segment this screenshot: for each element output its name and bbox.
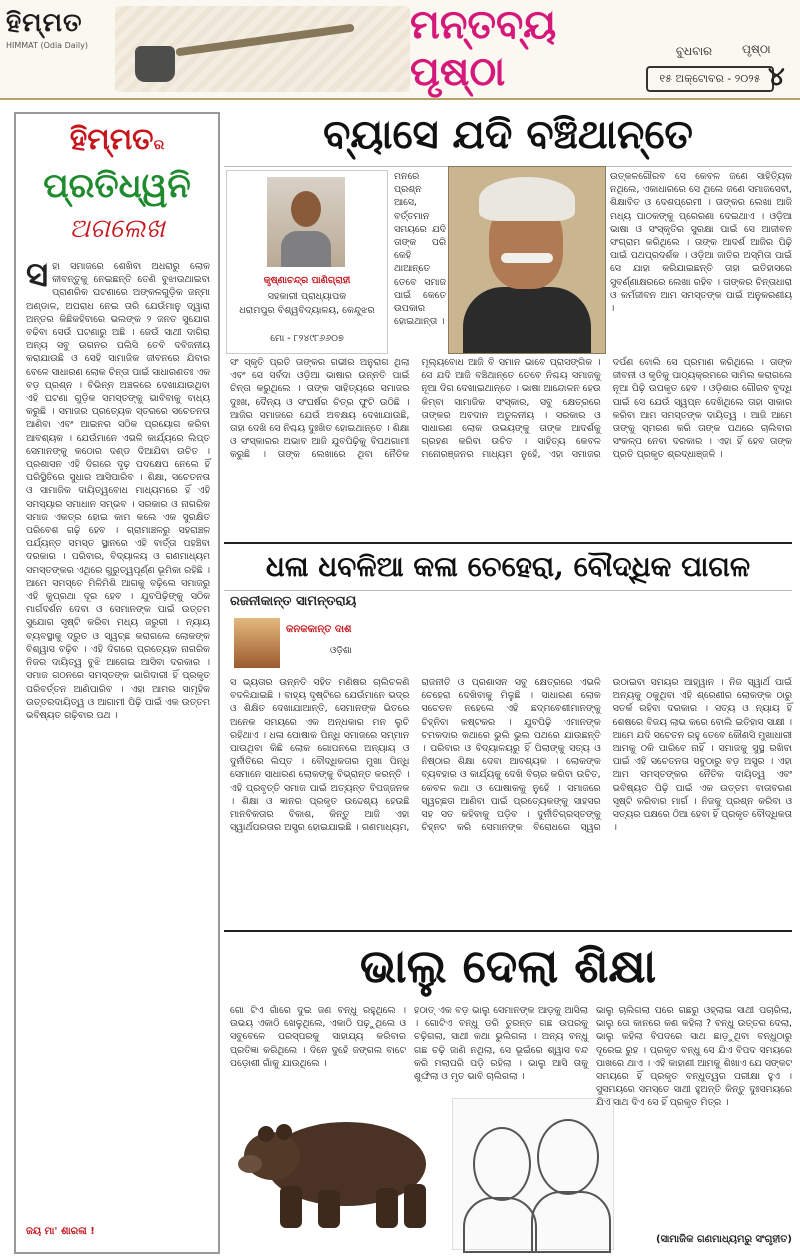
logo-subtitle: HIMMAT (Odia Daily) <box>6 41 88 50</box>
pen-inkwell-illustration <box>115 6 410 92</box>
editorial-column <box>14 112 220 1254</box>
portrait-photo <box>448 166 606 354</box>
article2-author: ରଜନୀକାନ୍ତ ସାମନ୍ତରାୟ <box>230 594 357 609</box>
newspaper-logo <box>6 8 110 92</box>
brand-himmat-text: ହିମ୍ମତ <box>69 122 154 157</box>
author-name: କୃଷ୍ଣାଚନ୍ଦ୍ର ପାଣିଗ୍ରାହୀ <box>263 275 351 286</box>
portrait-hair <box>479 177 575 221</box>
inkwell-icon <box>135 46 175 82</box>
article3-col2: ହଠାତ୍ ଏକ ବଡ଼ ଭାଲୁ ସେମାନଙ୍କ ଆଡ଼କୁ ଆସିଲା । ଗୋଟିଏ ବନ୍ଧୁ ଡରି ତୁରନ୍ତ ଗଛ ଉପରକୁ ଚଢ଼ିଗଲା, ସାଥୀ କଥା ଭୁଲିଗଲା । ଅନ୍ୟ ବନ୍ଧୁ ଗଛ ଚଢ଼ି ଜାଣି ନଥିଲା, ସେ ଭୂଇଁରେ ଶ୍ୱାସ ବନ୍ଦ କରି ମଲାପରି ପଡ଼ି ରହିଲା । ଭାଲୁ ଆସି ତାକୁ ଶୁଙ୍ଘିଲା ଓ ମୃତ ଭାବି ଚାଲିଗଲା । <box>414 1005 588 1083</box>
article3-source: (ସାମାଜିକ ଗଣମାଧ୍ୟମରୁ ସଂଗୃହୀତ) <box>656 1234 792 1245</box>
author-phone: ମୋ - ୮୨୪୯୮୬୬୦୭ <box>270 333 344 344</box>
editorial-dropcap: ସ <box>26 255 49 295</box>
editorial-signature: ଜୟ ମା' ଶାରଳା ! <box>26 1226 95 1237</box>
reader-place: ଓଡ଼ିଶା <box>330 646 352 656</box>
logo-text: ହିମ୍ମତ <box>6 8 83 38</box>
reader-name: କନକକାନ୍ତ ଦାଶ <box>286 624 352 635</box>
portrait-mustache <box>501 253 553 263</box>
editorial-text: ହା ସମାଜରେ ଶେଖିବା ଅଧରାରୁ ଲୋକ କୀବନ୍ତୁକୁ ନେଇଛନ୍ତି ତେଣି ବୁଝାଉଥାଇବା ପ୍ରାଣରିକ ଘଟଣାରେ ଅଙ୍କଳଗୁଡ଼ିକ ଜନ୍ମା ଅଣ୍ଡାଳ, ଅପରାଧ ନେଇ ତାରି ଯେଉଁମାନୁ ଦ୍ୱାରା ଅନ୍ତର କିଛିକହିବାରେ ଭଲଙ୍କ ୨ ଜନତ ସୁଯୋଗ ବଢିବା ସେଉଁ ଘଟଣାରୁ ଅଛି । ଜେଉଁ ସାଥୀ ଦାଗିରା ଅନ୍ୟ ସବୁ ଉଗନର ପଲିସି ତେବି ଦବିଜନୀୟ କରାଯାଉଛି ଓ ସେହି ସାମାଜିକ ଜୀବନରେ ଯିବାର ବେଳେ ସାଧାରଣ ଲୋକ ଚିନ୍ତା ପାଇଁ ସାଧାରଣତଃ ଏକ ବଡ଼ ପ୍ରଶ୍ନ । ବିଭିନ୍ନ ଅଞ୍ଚଳରେ ଦେଖାଯାଉଥିବା ଏହି ଘଟଣା ଗୁଡ଼ିକ ସମସ୍ତଙ୍କୁ ଭାବିବାକୁ ବାଧ୍ୟ କରୁଛି । ସମାଜର ପ୍ରତ୍ୟେକ ସ୍ତରରେ ସଚେତନତା ଆଣିବା ଏବଂ ଆଇନର ସଠିକ ପ୍ରୟୋଗ କରିବା ଆବଶ୍ୟକ । ଯେଉଁମାନେ ଏଭଳି କାର୍ଯ୍ୟରେ ଲିପ୍ତ ସେମାନଙ୍କୁ କଠୋର ଦଣ୍ଡ ଦିଆଯିବା ଉଚିତ । ପ୍ରଶାସନ ଏହି ଦିଗରେ ଦୃଢ଼ ପଦକ୍ଷେପ ନେଲେ ହିଁ ପରିସ୍ଥିତିରେ ସୁଧାର ଆସିପାରିବ । ଶିକ୍ଷା, ସଚେତନତା ଓ ସାମାଜିକ ଦାୟିତ୍ୱବୋଧ ମାଧ୍ୟମରେ ହିଁ ଏହି ସମସ୍ୟାର ସମାଧାନ ସମ୍ଭବ । ସରକାର ଓ ନାଗରିକ ସମାଜ ଏକତ୍ର ହୋଇ କାମ କଲେ ଏକ ସୁରକ୍ଷିତ ପରିବେଶ ଗଢ଼ି ହେବ । ଗ୍ରାମାଞ୍ଚଳରୁ ସହରାଞ୍ଚଳ ପର୍ଯ୍ୟନ୍ତ ସମସ୍ତ ସ୍ଥାନରେ ଏହି ବାର୍ତ୍ତା ପହଞ୍ଚିବା ଦରକାର । ପରିବାର, ବିଦ୍ୟାଳୟ ଓ ଗଣମାଧ୍ୟମ ସମସ୍ତଙ୍କର ଏଥିରେ ଗୁରୁତ୍ୱପୂର୍ଣ୍ଣ ଭୂମିକା ରହିଛି । ଆମେ ସମସ୍ତେ ମିଳିମିଶି ଆଗକୁ ବଢ଼ିଲେ ସମାଜରୁ ଏହି କୁପ୍ରଥା ଦୂର ହେବ । ଯୁବପିଢ଼ିଙ୍କୁ ସଠିକ ମାର୍ଗଦର୍ଶନ ଦେବା ଓ ସେମାନଙ୍କ ପାଇଁ ଉତ୍ତମ ସୁଯୋଗ ସୃଷ୍ଟି କରିବା ମଧ୍ୟ ଜରୁରୀ । ନ୍ୟାୟ ବ୍ୟବସ୍ଥାକୁ ଦ୍ରୁତ ଓ ସ୍ୱଚ୍ଛ କରାଗଲେ ଲୋକଙ୍କ ବିଶ୍ୱାସ ବଢ଼ିବ । ଏହି ଦିଗରେ ପ୍ରତ୍ୟେକ ନାଗରିକ ନିଜର ଦାୟିତ୍ୱ ବୁଝି ଆଗେଇ ଆସିବା ଦରକାର । ସମାଜ ଗଠନରେ ସମସ୍ତଙ୍କ ଭାଗିଦାରୀ ହିଁ ପ୍ରକୃତ ପରିବର୍ତ୍ତନ ଆଣିପାରିବ । ଏହା ଆମର ସାମୂହିକ ଉତ୍ତରଦାୟିତ୍ୱ ଓ ଆଗାମୀ ପିଢ଼ି ପାଇଁ ଏକ ଉତ୍ତମ ଭବିଷ୍ୟତ ଗଢ଼ିବାର ପଥ । <box>26 261 210 721</box>
masthead <box>0 0 800 100</box>
article3-headline: ଭାଲୁ ଦେଲା ଶିକ୍ଷା <box>224 930 792 1002</box>
sketch-face-left <box>473 1127 531 1201</box>
article1-headline: ବ୍ୟାସେ ଯଦି ବଞ୍ଚିଥାନ୍ତେ <box>224 102 792 167</box>
author-photo <box>267 177 345 267</box>
article1-author-box <box>226 170 388 354</box>
author-role: ସହକାରୀ ପ୍ରାଧ୍ୟାପକ <box>267 291 347 302</box>
day-label: ବୁଧବାର <box>675 44 713 58</box>
brand-himmat <box>16 122 218 157</box>
brand-pratidhwani: ପ୍ରତିଧ୍ୱନି <box>43 166 191 206</box>
article1-right-text: ଉତ୍କଳଗୌରବ ସେ କେବଳ ଜଣେ ସାହିତ୍ୟିକ ନଥିଲେ, ଏକାଧାରରେ ସେ ଥିଲେ ଜଣେ ସମାଜସେବୀ, ଶିକ୍ଷାବିତ ଓ ଦେଶପ୍ରେମୀ । ତାଙ୍କର ଲେଖା ଆଜି ମଧ୍ୟ ପାଠକଙ୍କୁ ପ୍ରେରଣା ଦେଇଥାଏ । ଓଡ଼ିଆ ଭାଷା ଓ ସଂସ୍କୃତିର ସୁରକ୍ଷା ପାଇଁ ସେ ଆଜୀବନ ସଂଗ୍ରାମ କରିଥିଲେ । ତାଙ୍କ ଆଦର୍ଶ ଆଜିର ପିଢ଼ି ପାଇଁ ପଥପ୍ରଦର୍ଶକ । ଓଡ଼ିଆ ଜାତିର ଅସ୍ମିତା ପାଇଁ ସେ ଯାହା କରିଯାଇଛନ୍ତି ତାହା ଇତିହାସରେ ସୁବର୍ଣ୍ଣାକ୍ଷରରେ ଲେଖା ରହିବ । ତାଙ୍କର ଚିନ୍ତାଧାରା ଓ କର୍ମଜୀବନ ଆମ ସମସ୍ତଙ୍କ ପାଇଁ ଅନୁକରଣୀୟ । <box>610 171 792 315</box>
article1-lead-text: ମନରେ ପ୍ରଶ୍ନ ଆସେ, ବର୍ତ୍ତମାନ ସମୟରେ ଯଦି ତାଙ୍କ ପରି କେହି ଥାଆନ୍ତେ ତେବେ ସମାଜ ପାଇଁ କେତେ ଉପକାର ହୋଇଥାନ୍ତା । <box>394 171 446 328</box>
friends-sketch <box>452 1098 614 1250</box>
sketch-body-left <box>463 1197 537 1253</box>
bear-illustration <box>236 1094 450 1232</box>
portrait-coat <box>463 287 591 354</box>
brand-agralekha: ଅଗଲେଖ <box>69 214 165 244</box>
article3-col1: ଗୋ ଟିଏ ଗାଁରେ ଦୁଇ ଜଣ ବନ୍ଧୁ ରହୁଥିଲେ । ଉଭୟ ଏକାଠି ଖେଳୁଥିଲେ, ଏକାଠି ପଢ଼ୁଥିଲେ ଓ ସବୁବେଳେ ପରସ୍ପରକୁ ସାହାଯ୍ୟ କରିବାର ପ୍ରତିଜ୍ଞା କରିଥିଲେ । ଦିନେ ଦୁହେଁ ଜଙ୍ଗଲ ବାଟେ ପଡ଼ୋଶୀ ଗାଁକୁ ଯାଉଥିଲେ । <box>230 1005 406 1069</box>
article2-headline: ଧଳା ଧବଳିଆ କଳା ଚେହେରା, ବୌଦ୍ଧିକ ପାଗଳ <box>224 542 792 591</box>
page-number: ୪ <box>768 62 785 92</box>
article3-col3: ଭାଲୁ ଚାଲିଗଲା ପରେ ଗଛରୁ ଓହ୍ଲାଇ ସାଥୀ ପଚାରିଲା, ଭାଲୁ ତୋ କାନରେ କଣ କହିଲା ? ବନ୍ଧୁ ଉତ୍ତର ଦେଲା, ଭାଲୁ କହିଲା ବିପଦରେ ସାଥ ଛାଡ଼ୁଥିବା ବନ୍ଧୁଠାରୁ ଦୂରେଇ ରୁହ । ପ୍ରକୃତ ବନ୍ଧୁ ସେ ଯିଏ ବିପଦ ସମୟରେ ପାଖରେ ଥାଏ । ଏହି କାହାଣୀ ଆମକୁ ଶିଖାଏ ଯେ ସଙ୍କଟ ସମୟରେ ହିଁ ପ୍ରକୃତ ବନ୍ଧୁତ୍ୱର ପରୀକ୍ଷା ହୁଏ । ସୁସମୟରେ ସମସ୍ତେ ସାଥୀ ହୁଅନ୍ତି କିନ୍ତୁ ଦୁଃସମୟରେ ଯିଏ ସାଥ ଦିଏ ସେ ହିଁ ପ୍ରକୃତ ମିତ୍ର । <box>596 1005 792 1109</box>
author-org: ଧରାମପୁର ବିଶ୍ୱବିଦ୍ୟାଳୟ, କେନ୍ଦୁଝର <box>239 305 375 316</box>
pen-icon <box>175 24 354 57</box>
article1-body: ସଂ ସ୍କୃତି ପ୍ରତି ତାଙ୍କର ଗଭୀର ଅନୁରାଗ ଥିଲା ଏବଂ ସେ ସର୍ବଦା ଓଡ଼ିଆ ଭାଷାର ଉନ୍ନତି ପାଇଁ ଚିନ୍ତା କରୁଥିଲେ । ତାଙ୍କ ସାହିତ୍ୟରେ ସମାଜର ଦୁଃଖ, ଦୈନ୍ୟ ଓ ସଂଘର୍ଷର ଚିତ୍ର ଫୁଟି ଉଠିଛି । ଆଜିର ସମାଜରେ ଯେଉଁ ଅବକ୍ଷୟ ଦେଖାଯାଉଛି, ତାହା ଦେଖି ସେ ନିଶ୍ଚୟ ଦୁଃଖିତ ହୋଇଥାନ୍ତେ । ଶିକ୍ଷା ଓ ସଂସ୍କାରର ଅଭାବ ଆଜି ଯୁବପିଢ଼ିକୁ ବିପଥଗାମୀ କରୁଛି । ତାଙ୍କ ଲେଖାରେ ଥିବା ନୈତିକ ମୂଲ୍ୟବୋଧ ଆଜି ବି ସମାନ ଭାବେ ପ୍ରାସଙ୍ଗିକ । ସେ ଯଦି ଆଜି ବଞ୍ଚିଥାନ୍ତେ ତେବେ ନିଶ୍ଚୟ ସମାଜକୁ ନୂଆ ଦିଗ ଦେଖାଇଥାନ୍ତେ । ଭାଷା ଆନ୍ଦୋଳନ ହେଉ କିମ୍ବା ସାମାଜିକ ସଂସ୍କାର, ସବୁ କ୍ଷେତ୍ରରେ ତାଙ୍କର ଅବଦାନ ଅତୁଳନୀୟ । ସରକାର ଓ ସାଧାରଣ ଲୋକ ଉଭୟଙ୍କୁ ତାଙ୍କ ଆଦର୍ଶକୁ ଗ୍ରହଣ କରିବା ଉଚିତ । ସାହିତ୍ୟ କେବଳ ମନୋରଞ୍ଜନର ମାଧ୍ୟମ ନୁହେଁ, ଏହା ସମାଜର ଦର୍ପଣ ବୋଲି ସେ ପ୍ରମାଣ କରିଥିଲେ । ତାଙ୍କ ଜୀବନୀ ଓ କୃତିକୁ ପାଠ୍ୟକ୍ରମରେ ସାମିଲ କରାଗଲେ ନୂଆ ପିଢ଼ି ଉପକୃତ ହେବ । ଓଡ଼ିଶାର ଗୌରବ ବୃଦ୍ଧି ପାଇଁ ସେ ଯେଉଁ ସ୍ୱପ୍ନ ଦେଖିଥିଲେ ତାହା ସାକାର କରିବା ଆମ ସମସ୍ତଙ୍କ ଦାୟିତ୍ୱ । ଆଜି ଆମେ ତାଙ୍କୁ ସ୍ମରଣ କରି ତାଙ୍କ ପଥରେ ଚାଲିବାର ସଂକଳ୍ପ ନେବା ଦରକାର । ଏହା ହିଁ ହେବ ତାଙ୍କ ପ୍ରତି ପ୍ରକୃତ ଶ୍ରଦ୍ଧାଞ୍ଜଳି । <box>230 357 792 461</box>
page-title: ମନ୍ତବ୍ୟ ପୃଷ୍ଠା <box>410 1 557 95</box>
article2-body: ସ ଭ୍ୟତାର ଉନ୍ନତି ସହିତ ମଣିଷର ଚାଲିଚଳଣି ବଦଳିଯାଇଛି । ବାହ୍ୟ ଦୃଷ୍ଟିରେ ଯେଉଁମାନେ ଭଦ୍ର ଓ ଶିକ୍ଷିତ ଦେଖାଯାଆନ୍ତି, ସେମାନଙ୍କ ଭିତରେ ଅନେକ ସମୟରେ ଏକ ଅନ୍ଧକାର ମନ ଲୁଚି ରହିଥାଏ । ଧଳା ପୋଷାକ ପିନ୍ଧି ସମାଜରେ ସମ୍ମାନ ପାଉଥିବା କିଛି ଲୋକ ଗୋପନରେ ଅନ୍ୟାୟ ଓ ଦୁର୍ନୀତିରେ ଲିପ୍ତ । ବୌଦ୍ଧିକତାର ମୁଖା ପିନ୍ଧି ସେମାନେ ସାଧାରଣ ଲୋକଙ୍କୁ ବିଭ୍ରାନ୍ତ କରନ୍ତି । ଏହି ପ୍ରବୃତ୍ତି ସମାଜ ପାଇଁ ଅତ୍ୟନ୍ତ ବିପଜ୍ଜନକ । ଶିକ୍ଷା ଓ ଜ୍ଞାନର ପ୍ରକୃତ ଉଦ୍ଦେଶ୍ୟ ହେଉଛି ମାନବିକତାର ବିକାଶ, କିନ୍ତୁ ଆଜି ଏହା ସ୍ୱାର୍ଥପରତାର ଅସ୍ତ୍ର ହୋଇଯାଇଛି । ଗଣମାଧ୍ୟମ, ରାଜନୀତି ଓ ପ୍ରଶାସନ ସବୁ କ୍ଷେତ୍ରରେ ଏଭଳି ଚେହେରା ଦେଖିବାକୁ ମିଳୁଛି । ସାଧାରଣ ଲୋକ ସଚେତନ ନହେଲେ ଏହି ଛଦ୍ମବେଶୀମାନଙ୍କୁ ଚିହ୍ନିବା କଷ୍ଟକର । ଯୁବପିଢ଼ି ଏମାନଙ୍କ ଚମକଦାର କଥାରେ ଭୁଲି ଭୁଲ ପଥରେ ଯାଉଛନ୍ତି । ପରିବାର ଓ ବିଦ୍ୟାଳୟରୁ ହିଁ ପିଲାଙ୍କୁ ସତ୍ୟ ଓ ନିଷ୍ଠାର ଶିକ୍ଷା ଦେବା ଆବଶ୍ୟକ । ଲୋକଙ୍କ ବ୍ୟବହାର ଓ କାର୍ଯ୍ୟକୁ ଦେଖି ବିଚାର କରିବା ଉଚିତ, କେବଳ କଥା ଓ ପୋଷାକକୁ ନୁହେଁ । ସମାଜରେ ସ୍ୱଚ୍ଛତା ଆଣିବା ପାଇଁ ପ୍ରତ୍ୟେକଙ୍କୁ ସାହସର ସହ ସତ କହିବାକୁ ପଡ଼ିବ । ଦୁର୍ନୀତିଗ୍ରସ୍ତଙ୍କୁ ଚିହ୍ନଟ କରି ସେମାନଙ୍କ ବିରୋଧରେ ସ୍ୱର ଉଠାଇବା ସମୟର ଆହ୍ୱାନ । ନିଜ ସ୍ୱାର୍ଥ ପାଇଁ ଅନ୍ୟକୁ ଠକୁଥିବା ଏହି ଶ୍ରେଣୀର ଲୋକଙ୍କ ଠାରୁ ସତର୍କ ରହିବା ଦରକାର । ସତ୍ୟ ଓ ନ୍ୟାୟ ହିଁ ଶେଷରେ ବିଜୟ ଲାଭ କରେ ବୋଲି ଇତିହାସ ସାକ୍ଷୀ । ଆମେ ଯଦି ସଚେତନ ରହୁ ତେବେ କୌଣସି ମୁଖାଧାରୀ ଆମକୁ ଠକି ପାରିବେ ନାହିଁ । ସମାଜକୁ ସୁସ୍ଥ ରଖିବା ପାଇଁ ଏହି ସଚେତନତା ସବୁଠାରୁ ବଡ଼ ଅସ୍ତ୍ର । ଏହା ଆମ ସମସ୍ତଙ୍କର ନୈତିକ ଦାୟିତ୍ୱ ଏବଂ ଭବିଷ୍ୟତ ପିଢ଼ି ପାଇଁ ଏକ ଉତ୍ତମ ବାତାବରଣ ସୃଷ୍ଟି କରିବାର ମାର୍ଗ । ନିଜକୁ ପ୍ରଶ୍ନ କରିବା ଓ ସତ୍ୟର ପକ୍ଷରେ ଠିଆ ହେବା ହିଁ ପ୍ରକୃତ ବୌଦ୍ଧିକତା । <box>230 677 792 834</box>
sketch-face-right <box>537 1119 599 1195</box>
brand-ra: ର <box>153 137 165 153</box>
reader-box <box>230 612 400 670</box>
date-box: ୧୫ ଅକ୍ଟୋବର - ୨୦୨୫ <box>646 66 774 92</box>
page-label: ପୃଷ୍ଠା <box>742 42 771 56</box>
editorial-body <box>26 255 210 722</box>
reader-photo <box>234 618 280 668</box>
